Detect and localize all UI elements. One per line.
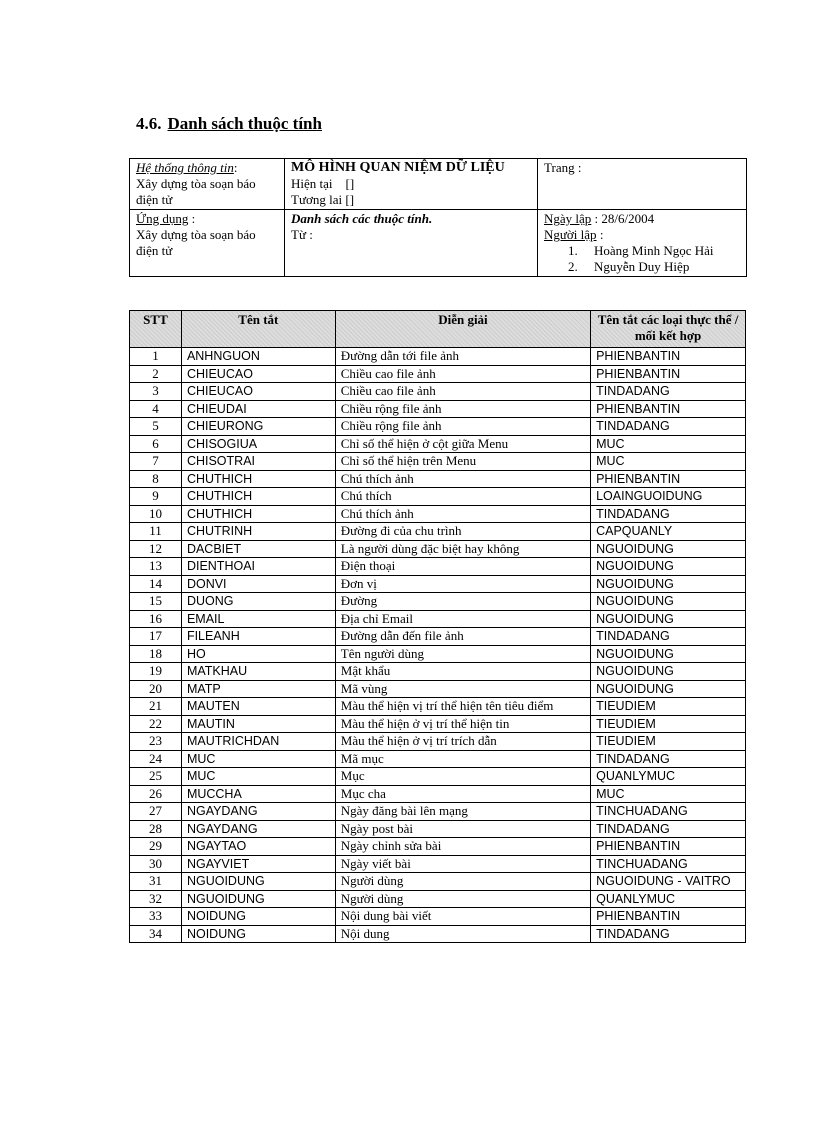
- table-row: [130, 435, 746, 453]
- row-short-name: CHUTHICH: [181, 470, 335, 488]
- attribute-table: [129, 310, 746, 943]
- table-row: [130, 348, 746, 366]
- row-description: Người dùng: [335, 890, 590, 908]
- info-header-table: [129, 158, 747, 277]
- table-row: [130, 558, 746, 576]
- row-description: Đường dẫn tới file ảnh: [335, 348, 590, 366]
- row-entity: TINDADANG: [591, 750, 746, 768]
- row-short-name: CHIEURONG: [181, 418, 335, 436]
- row-description: Ngày post bài: [335, 820, 590, 838]
- row-stt: 22: [130, 715, 182, 733]
- list-title-cell: [285, 210, 538, 277]
- row-stt: 23: [130, 733, 182, 751]
- row-short-name: CHISOTRAI: [181, 453, 335, 471]
- author-name: Nguyễn Duy Hiệp: [594, 259, 690, 274]
- row-entity: TINDADANG: [591, 383, 746, 401]
- row-entity: PHIENBANTIN: [591, 400, 746, 418]
- row-description: Đơn vị: [335, 575, 590, 593]
- row-stt: 32: [130, 890, 182, 908]
- row-stt: 4: [130, 400, 182, 418]
- table-row: [130, 785, 746, 803]
- header-desc: Diễn giải: [335, 311, 590, 348]
- system-cell: [130, 159, 285, 210]
- author-item: [568, 259, 740, 275]
- row-stt: 5: [130, 418, 182, 436]
- table-row: [130, 820, 746, 838]
- row-entity: TINDADANG: [591, 418, 746, 436]
- table-row: [130, 838, 746, 856]
- current-label: Hiện tại: [291, 176, 333, 191]
- section-title: Danh sách thuộc tính: [167, 114, 322, 133]
- table-row: [130, 698, 746, 716]
- app-value: Xây dựng tòa soạn báo điện tử: [136, 227, 256, 258]
- table-row: [130, 540, 746, 558]
- row-description: Đường: [335, 593, 590, 611]
- row-entity: TIEUDIEM: [591, 715, 746, 733]
- row-stt: 13: [130, 558, 182, 576]
- row-stt: 31: [130, 873, 182, 891]
- row-stt: 26: [130, 785, 182, 803]
- row-short-name: EMAIL: [181, 610, 335, 628]
- row-stt: 25: [130, 768, 182, 786]
- row-short-name: NGUOIDUNG: [181, 890, 335, 908]
- from-label: Từ :: [291, 227, 313, 242]
- row-short-name: MATKHAU: [181, 663, 335, 681]
- row-entity: TINDADANG: [591, 820, 746, 838]
- author-list: [544, 243, 740, 275]
- row-description: Chiều cao file ảnh: [335, 365, 590, 383]
- row-entity: NGUOIDUNG: [591, 575, 746, 593]
- row-entity: NGUOIDUNG: [591, 593, 746, 611]
- system-value: Xây dựng tòa soạn báo điện tử: [136, 176, 256, 207]
- table-row: [130, 400, 746, 418]
- row-short-name: HO: [181, 645, 335, 663]
- row-entity: QUANLYMUC: [591, 890, 746, 908]
- row-description: Mã vùng: [335, 680, 590, 698]
- row-stt: 20: [130, 680, 182, 698]
- table-row: [130, 383, 746, 401]
- row-short-name: MAUTIN: [181, 715, 335, 733]
- row-description: Điện thoại: [335, 558, 590, 576]
- row-description: Chú thích ảnh: [335, 470, 590, 488]
- row-short-name: CHUTHICH: [181, 488, 335, 506]
- row-entity: NGUOIDUNG: [591, 663, 746, 681]
- table-row: [130, 610, 746, 628]
- row-short-name: NOIDUNG: [181, 908, 335, 926]
- row-short-name: MUC: [181, 750, 335, 768]
- row-description: Ngày viết bài: [335, 855, 590, 873]
- row-description: Nội dung: [335, 925, 590, 943]
- row-stt: 8: [130, 470, 182, 488]
- row-short-name: ANHNGUON: [181, 348, 335, 366]
- table-row: [130, 365, 746, 383]
- row-description: Đường dẫn đến file ảnh: [335, 628, 590, 646]
- section-heading: [136, 114, 322, 134]
- author-number: 1.: [568, 243, 578, 258]
- row-entity: PHIENBANTIN: [591, 908, 746, 926]
- header-entity: Tên tắt các loại thực thể / mối kết hợp: [591, 311, 746, 348]
- table-row: [130, 663, 746, 681]
- row-description: Mục: [335, 768, 590, 786]
- model-title: MÔ HÌNH QUAN NIỆM DỮ LIỆU: [291, 160, 505, 175]
- row-stt: 33: [130, 908, 182, 926]
- table-row: [130, 803, 746, 821]
- row-entity: PHIENBANTIN: [591, 470, 746, 488]
- row-description: Ngày đăng bài lên mạng: [335, 803, 590, 821]
- row-short-name: NGAYDANG: [181, 820, 335, 838]
- row-description: Mục cha: [335, 785, 590, 803]
- row-short-name: MUCCHA: [181, 785, 335, 803]
- app-cell: [130, 210, 285, 277]
- row-stt: 1: [130, 348, 182, 366]
- list-title: Danh sách các thuộc tính.: [291, 211, 433, 226]
- row-short-name: DONVI: [181, 575, 335, 593]
- row-short-name: CHUTRINH: [181, 523, 335, 541]
- row-entity: TINCHUADANG: [591, 855, 746, 873]
- row-stt: 9: [130, 488, 182, 506]
- info-row-2: [130, 210, 747, 277]
- row-entity: NGUOIDUNG: [591, 645, 746, 663]
- row-stt: 30: [130, 855, 182, 873]
- row-entity: TINDADANG: [591, 628, 746, 646]
- row-stt: 34: [130, 925, 182, 943]
- row-description: Nội dung bài viết: [335, 908, 590, 926]
- row-short-name: CHISOGIUA: [181, 435, 335, 453]
- row-stt: 18: [130, 645, 182, 663]
- row-stt: 7: [130, 453, 182, 471]
- future-checkbox: []: [345, 192, 355, 207]
- row-short-name: DIENTHOAI: [181, 558, 335, 576]
- row-description: Ngày chỉnh sửa bài: [335, 838, 590, 856]
- row-description: Địa chỉ Email: [335, 610, 590, 628]
- row-entity: MUC: [591, 453, 746, 471]
- row-stt: 2: [130, 365, 182, 383]
- author-cell: [538, 210, 747, 277]
- author-colon: :: [596, 227, 604, 242]
- row-stt: 15: [130, 593, 182, 611]
- row-entity: PHIENBANTIN: [591, 838, 746, 856]
- header-stt: STT: [130, 311, 182, 348]
- row-stt: 12: [130, 540, 182, 558]
- table-row: [130, 418, 746, 436]
- row-stt: 3: [130, 383, 182, 401]
- date-value: : 28/6/2004: [591, 211, 655, 226]
- row-short-name: NOIDUNG: [181, 925, 335, 943]
- row-entity: MUC: [591, 435, 746, 453]
- row-stt: 16: [130, 610, 182, 628]
- row-short-name: DUONG: [181, 593, 335, 611]
- row-description: Chiều rộng file ảnh: [335, 418, 590, 436]
- system-label: Hệ thống thông tin: [136, 160, 234, 175]
- row-entity: TIEUDIEM: [591, 733, 746, 751]
- page-label: Trang :: [544, 160, 582, 175]
- header-name: Tên tắt: [181, 311, 335, 348]
- row-stt: 14: [130, 575, 182, 593]
- row-description: Chỉ số thể hiện ở cột giữa Menu: [335, 435, 590, 453]
- row-entity: CAPQUANLY: [591, 523, 746, 541]
- app-label: Ứng dụng: [136, 211, 189, 226]
- author-item: [568, 243, 740, 259]
- row-entity: NGUOIDUNG: [591, 680, 746, 698]
- row-description: Chỉ số thể hiện trên Menu: [335, 453, 590, 471]
- table-row: [130, 470, 746, 488]
- future-label: Tương lai: [291, 192, 343, 207]
- row-short-name: CHIEUDAI: [181, 400, 335, 418]
- author-label: Người lập: [544, 227, 597, 242]
- row-stt: 19: [130, 663, 182, 681]
- table-row: [130, 575, 746, 593]
- model-cell: [285, 159, 538, 210]
- row-short-name: MUC: [181, 768, 335, 786]
- table-row: [130, 890, 746, 908]
- row-stt: 27: [130, 803, 182, 821]
- table-row: [130, 715, 746, 733]
- row-entity: NGUOIDUNG - VAITRO: [591, 873, 746, 891]
- row-stt: 24: [130, 750, 182, 768]
- row-entity: MUC: [591, 785, 746, 803]
- row-entity: TINDADANG: [591, 925, 746, 943]
- row-description: Người dùng: [335, 873, 590, 891]
- table-row: [130, 505, 746, 523]
- table-row: [130, 768, 746, 786]
- page-cell: [538, 159, 747, 210]
- row-description: Màu thể hiện vị trí thể hiện tên tiêu điểm: [335, 698, 590, 716]
- row-stt: 6: [130, 435, 182, 453]
- row-entity: QUANLYMUC: [591, 768, 746, 786]
- row-description: Tên người dùng: [335, 645, 590, 663]
- table-row: [130, 628, 746, 646]
- row-description: Mã mục: [335, 750, 590, 768]
- row-stt: 10: [130, 505, 182, 523]
- table-row: [130, 645, 746, 663]
- row-short-name: CHIEUCAO: [181, 365, 335, 383]
- table-row: [130, 855, 746, 873]
- row-short-name: MAUTRICHDAN: [181, 733, 335, 751]
- row-short-name: DACBIET: [181, 540, 335, 558]
- table-row: [130, 680, 746, 698]
- row-description: Chiều rộng file ảnh: [335, 400, 590, 418]
- row-entity: TIEUDIEM: [591, 698, 746, 716]
- row-short-name: NGUOIDUNG: [181, 873, 335, 891]
- table-row: [130, 925, 746, 943]
- row-description: Là người dùng đặc biệt hay không: [335, 540, 590, 558]
- section-number: 4.6.: [136, 114, 162, 133]
- author-name: Hoàng Minh Ngọc Hải: [594, 243, 714, 258]
- row-stt: 21: [130, 698, 182, 716]
- row-description: Màu thể hiện ở vị trí thể hiện tin: [335, 715, 590, 733]
- row-short-name: FILEANH: [181, 628, 335, 646]
- table-row: [130, 593, 746, 611]
- table-row: [130, 453, 746, 471]
- row-short-name: NGAYVIET: [181, 855, 335, 873]
- row-entity: LOAINGUOIDUNG: [591, 488, 746, 506]
- row-entity: TINDADANG: [591, 505, 746, 523]
- row-description: Chú thích ảnh: [335, 505, 590, 523]
- table-row: [130, 488, 746, 506]
- row-stt: 17: [130, 628, 182, 646]
- row-entity: PHIENBANTIN: [591, 348, 746, 366]
- system-colon: :: [233, 160, 238, 175]
- row-description: Đường đi của chu trình: [335, 523, 590, 541]
- table-row: [130, 733, 746, 751]
- attribute-table-body: [130, 348, 746, 943]
- date-label: Ngày lập: [544, 211, 592, 226]
- table-row: [130, 908, 746, 926]
- row-short-name: NGAYTAO: [181, 838, 335, 856]
- row-stt: 29: [130, 838, 182, 856]
- row-entity: TINCHUADANG: [591, 803, 746, 821]
- row-description: Mật khẩu: [335, 663, 590, 681]
- row-entity: NGUOIDUNG: [591, 610, 746, 628]
- table-row: [130, 523, 746, 541]
- attribute-table-header: [130, 311, 746, 348]
- row-short-name: CHUTHICH: [181, 505, 335, 523]
- row-short-name: MAUTEN: [181, 698, 335, 716]
- info-row-1: [130, 159, 747, 210]
- row-stt: 11: [130, 523, 182, 541]
- row-short-name: MATP: [181, 680, 335, 698]
- row-stt: 28: [130, 820, 182, 838]
- row-short-name: CHIEUCAO: [181, 383, 335, 401]
- row-description: Chú thích: [335, 488, 590, 506]
- author-number: 2.: [568, 259, 578, 274]
- table-row: [130, 873, 746, 891]
- table-row: [130, 750, 746, 768]
- row-description: Chiều cao file ảnh: [335, 383, 590, 401]
- app-colon: :: [188, 211, 196, 226]
- row-entity: PHIENBANTIN: [591, 365, 746, 383]
- row-description: Màu thể hiện ở vị trí trích dẫn: [335, 733, 590, 751]
- current-checkbox: []: [345, 176, 355, 191]
- row-entity: NGUOIDUNG: [591, 558, 746, 576]
- row-entity: NGUOIDUNG: [591, 540, 746, 558]
- row-short-name: NGAYDANG: [181, 803, 335, 821]
